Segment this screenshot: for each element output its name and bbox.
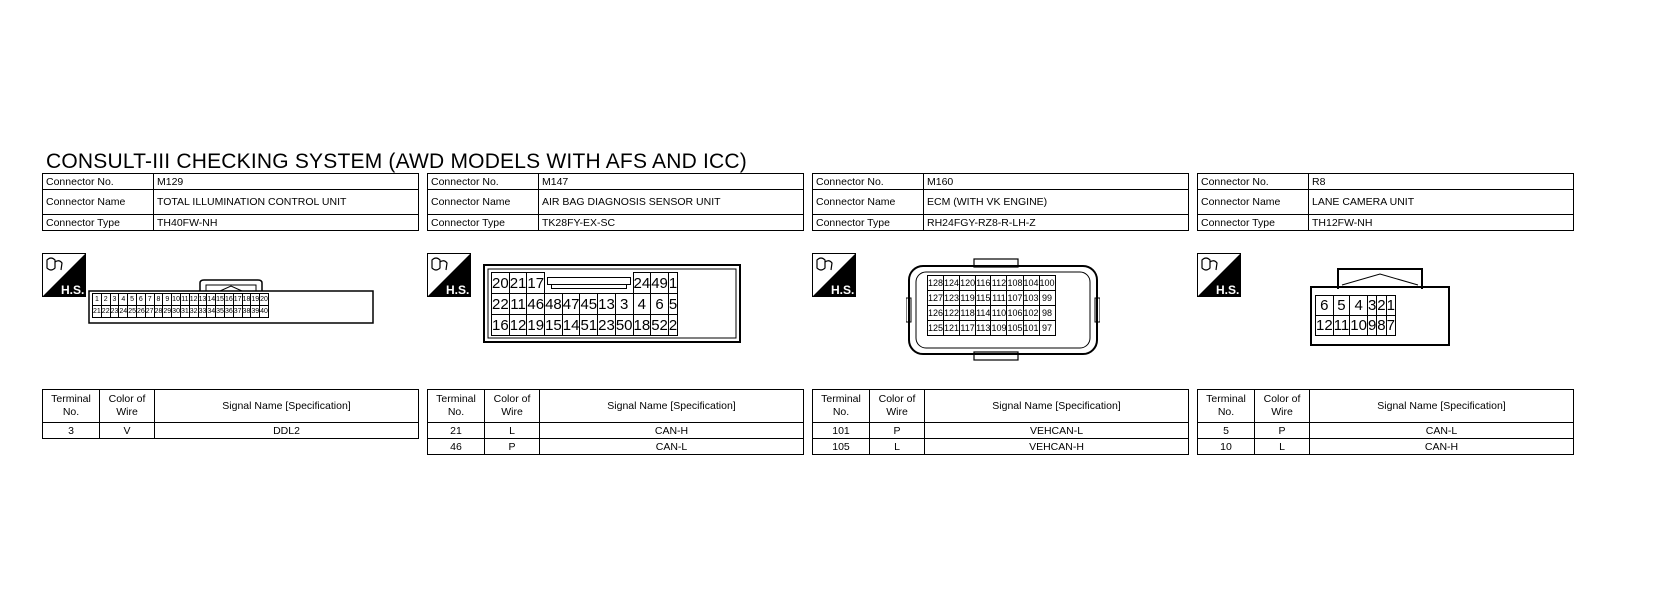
pin: 4	[633, 294, 651, 315]
pin: 12	[189, 294, 198, 306]
pin: 122	[944, 306, 960, 321]
terminal-no-cell: 46	[428, 439, 485, 455]
terminal-no-cell: 5	[1198, 423, 1255, 439]
pin: 25	[128, 306, 137, 318]
signal-name-cell: CAN-L	[540, 439, 804, 455]
pin: 18	[242, 294, 251, 306]
pin: 123	[944, 291, 960, 306]
pin: 105	[1007, 321, 1023, 336]
pin: 101	[1023, 321, 1039, 336]
pin: 20	[492, 274, 509, 292]
connector-info-table	[42, 173, 419, 231]
wire-color-cell: L	[485, 423, 540, 439]
connector-panel-r8	[1197, 173, 1574, 453]
pin: 116	[976, 276, 991, 291]
connector-info-table	[1197, 173, 1574, 231]
signal-name-cell: VEHCAN-H	[925, 439, 1189, 455]
terminal-table	[427, 389, 804, 455]
pin: 20	[260, 294, 269, 306]
pin: 39	[251, 306, 260, 318]
terminal-row	[813, 423, 1189, 439]
pin: 16	[492, 316, 509, 334]
pin: 14	[207, 294, 216, 306]
connector-name-label: Connector Name	[813, 190, 924, 215]
terminal-no-header: Terminal No.	[1198, 390, 1255, 423]
connector-type-value: TH12FW-NH	[1309, 215, 1574, 231]
pin: 1	[1386, 297, 1395, 314]
pin: 35	[216, 306, 225, 318]
pin-grid	[92, 293, 269, 318]
connector-no-label: Connector No.	[428, 174, 539, 190]
pin: 26	[136, 306, 145, 318]
pin: 110	[991, 306, 1007, 321]
pin: 121	[944, 321, 960, 336]
connector-type-value: TK28FY-EX-SC	[539, 215, 804, 231]
pin: 11	[1333, 317, 1350, 334]
pin: 30	[172, 306, 181, 318]
pin: 100	[1039, 276, 1055, 291]
connector-no-label: Connector No.	[43, 174, 154, 190]
pin: 117	[960, 321, 976, 336]
pin: 23	[598, 316, 615, 334]
connector-name-value: AIR BAG DIAGNOSIS SENSOR UNIT	[539, 190, 804, 215]
pin: 21	[509, 274, 527, 292]
pin: 3	[1367, 297, 1377, 314]
pin-grid	[927, 275, 1056, 336]
pin: 51	[580, 316, 598, 334]
pin: 27	[145, 306, 154, 318]
terminal-row	[1198, 423, 1574, 439]
terminal-no-header: Terminal No.	[43, 390, 100, 423]
signal-name-header: Signal Name [Specification]	[1310, 390, 1574, 423]
pin: 29	[163, 306, 172, 318]
pin: 13	[198, 294, 207, 306]
wire-color-cell: L	[1255, 439, 1310, 455]
connector-no-label: Connector No.	[813, 174, 924, 190]
pin: 1	[668, 274, 678, 292]
pin: 104	[1023, 276, 1039, 291]
connector-name-label: Connector Name	[428, 190, 539, 215]
pin: 113	[976, 321, 991, 336]
pin: 22	[492, 295, 509, 313]
connector-panel-m129	[42, 173, 419, 437]
pin: 112	[991, 276, 1007, 291]
terminal-no-cell: 101	[813, 423, 870, 439]
pin: 114	[976, 306, 991, 321]
color-of-wire-header: Color of Wire	[1255, 390, 1310, 423]
pin: 52	[651, 316, 668, 334]
wire-color-cell: P	[485, 439, 540, 455]
connector-name-value: TOTAL ILLUMINATION CONTROL UNIT	[154, 190, 419, 215]
hs-icon	[812, 253, 856, 297]
pin: 12	[1316, 317, 1333, 334]
pin: 97	[1039, 321, 1055, 336]
terminal-no-cell: 21	[428, 423, 485, 439]
page-title: CONSULT-III CHECKING SYSTEM (AWD MODELS WITH AFS AND ICC)	[46, 150, 747, 173]
pin: 48	[545, 295, 562, 313]
pin: 99	[1039, 291, 1055, 306]
color-of-wire-header: Color of Wire	[100, 390, 155, 423]
connector-type-label: Connector Type	[1198, 215, 1309, 231]
wire-color-cell: L	[870, 439, 925, 455]
pin: 111	[991, 291, 1007, 306]
pin: 32	[189, 306, 198, 318]
color-of-wire-header: Color of Wire	[870, 390, 925, 423]
pin: 24	[119, 306, 128, 318]
pin: 46	[527, 295, 545, 313]
signal-name-cell: CAN-H	[1310, 439, 1574, 455]
terminal-row	[428, 423, 804, 439]
pin: 19	[251, 294, 260, 306]
terminal-table	[42, 389, 419, 439]
pin: 115	[976, 291, 991, 306]
pin: 126	[928, 306, 944, 321]
pin: 12	[509, 316, 527, 334]
pin: 33	[198, 306, 207, 318]
pin: 1	[93, 294, 102, 306]
pin: 2	[101, 294, 110, 306]
hs-icon	[42, 253, 86, 297]
pin: 19	[527, 316, 545, 334]
pin: 125	[928, 321, 944, 336]
svg-text:H.S.: H.S.	[61, 283, 85, 297]
pin: 109	[991, 321, 1007, 336]
connector-type-value: TH40FW-NH	[154, 215, 419, 231]
connector-panel-m147	[427, 173, 804, 453]
signal-name-cell: DDL2	[155, 423, 419, 439]
pin-grid	[491, 272, 678, 336]
pin: 24	[633, 274, 651, 292]
pin: 10	[1350, 317, 1367, 334]
pin: 16	[224, 294, 233, 306]
signal-name-header: Signal Name [Specification]	[925, 390, 1189, 423]
terminal-no-cell: 105	[813, 439, 870, 455]
terminal-row	[43, 423, 419, 439]
pin: 108	[1007, 276, 1023, 291]
pin: 6	[136, 294, 145, 306]
signal-name-cell: CAN-H	[540, 423, 804, 439]
pin: 22	[101, 306, 110, 318]
wire-color-cell: V	[100, 423, 155, 439]
signal-name-header: Signal Name [Specification]	[155, 390, 419, 423]
hs-icon	[1197, 253, 1241, 297]
pin: 5	[128, 294, 137, 306]
pin: 6	[1316, 296, 1334, 316]
terminal-row	[813, 439, 1189, 455]
pin: 14	[562, 316, 580, 334]
terminal-no-cell: 10	[1198, 439, 1255, 455]
pin: 4	[1350, 296, 1368, 316]
pin: 8	[1377, 317, 1386, 334]
pin: 28	[154, 306, 163, 318]
pin: 102	[1023, 306, 1039, 321]
terminal-no-header: Terminal No.	[813, 390, 870, 423]
connector-name-label: Connector Name	[43, 190, 154, 215]
pin-grid	[1315, 295, 1396, 336]
connector-type-label: Connector Type	[813, 215, 924, 231]
pin: 11	[180, 294, 189, 306]
pin: 3	[615, 294, 633, 315]
pin: 9	[1367, 317, 1377, 334]
pin: 107	[1007, 291, 1023, 306]
pin: 17	[233, 294, 242, 306]
pin: 34	[207, 306, 216, 318]
terminal-no-header: Terminal No.	[428, 390, 485, 423]
pin: 124	[944, 276, 960, 291]
pin: 119	[960, 291, 976, 306]
signal-name-cell: CAN-L	[1310, 423, 1574, 439]
connector-name-label: Connector Name	[1198, 190, 1309, 215]
connector-type-label: Connector Type	[43, 215, 154, 231]
svg-text:H.S.: H.S.	[831, 283, 855, 297]
pin: 106	[1007, 306, 1023, 321]
connector-name-value: ECM (WITH VK ENGINE)	[924, 190, 1189, 215]
connector-info-table	[427, 173, 804, 231]
hs-icon	[427, 253, 471, 297]
terminal-row	[428, 439, 804, 455]
pin: 37	[233, 306, 242, 318]
wire-color-cell: P	[1255, 423, 1310, 439]
signal-name-cell: VEHCAN-L	[925, 423, 1189, 439]
pin: 7	[1386, 317, 1395, 334]
pin: 5	[668, 295, 678, 313]
wire-color-cell: P	[870, 423, 925, 439]
pin: 9	[163, 294, 172, 306]
pin: 23	[110, 306, 119, 318]
pin: 17	[527, 274, 545, 292]
pin: 98	[1039, 306, 1055, 321]
color-of-wire-header: Color of Wire	[485, 390, 540, 423]
connector-panel-m160	[812, 173, 1189, 453]
pin: 8	[154, 294, 163, 306]
pin: 47	[562, 295, 580, 313]
terminal-no-cell: 3	[43, 423, 100, 439]
pin: 18	[633, 316, 651, 334]
svg-text:H.S.: H.S.	[446, 283, 470, 297]
pin: 127	[928, 291, 944, 306]
connector-no-value: R8	[1309, 174, 1574, 190]
connector-no-label: Connector No.	[1198, 174, 1309, 190]
connector-type-label: Connector Type	[428, 215, 539, 231]
terminal-table	[812, 389, 1189, 455]
pin: 49	[651, 274, 668, 292]
connector-type-value: RH24FGY-RZ8-R-LH-Z	[924, 215, 1189, 231]
terminal-table	[1197, 389, 1574, 455]
pin: 2	[668, 316, 678, 334]
pin: 10	[172, 294, 181, 306]
connector-slot	[545, 273, 633, 294]
pin: 7	[145, 294, 154, 306]
pin: 3	[110, 294, 119, 306]
pin: 11	[510, 295, 526, 313]
pin: 40	[260, 306, 269, 318]
signal-name-header: Signal Name [Specification]	[540, 390, 804, 423]
connector-name-value: LANE CAMERA UNIT	[1309, 190, 1574, 215]
connector-no-value: M129	[154, 174, 419, 190]
pin: 21	[93, 306, 102, 318]
connector-no-value: M147	[539, 174, 804, 190]
pin: 31	[180, 306, 189, 318]
pin: 15	[545, 316, 562, 334]
pin: 6	[651, 294, 669, 315]
pin: 120	[960, 276, 976, 291]
pin: 118	[960, 306, 976, 321]
pin: 50	[615, 316, 633, 334]
pin: 15	[216, 294, 225, 306]
connector-no-value: M160	[924, 174, 1189, 190]
terminal-row	[1198, 439, 1574, 455]
svg-text:H.S.: H.S.	[1216, 283, 1240, 297]
pin: 38	[242, 306, 251, 318]
pin: 13	[598, 295, 615, 313]
pin: 128	[928, 276, 944, 291]
pin: 4	[119, 294, 128, 306]
pin: 5	[1333, 296, 1350, 316]
connector-info-table	[812, 173, 1189, 231]
pin: 36	[224, 306, 233, 318]
pin: 103	[1023, 291, 1039, 306]
pin: 45	[580, 295, 598, 313]
pin: 2	[1377, 297, 1386, 314]
